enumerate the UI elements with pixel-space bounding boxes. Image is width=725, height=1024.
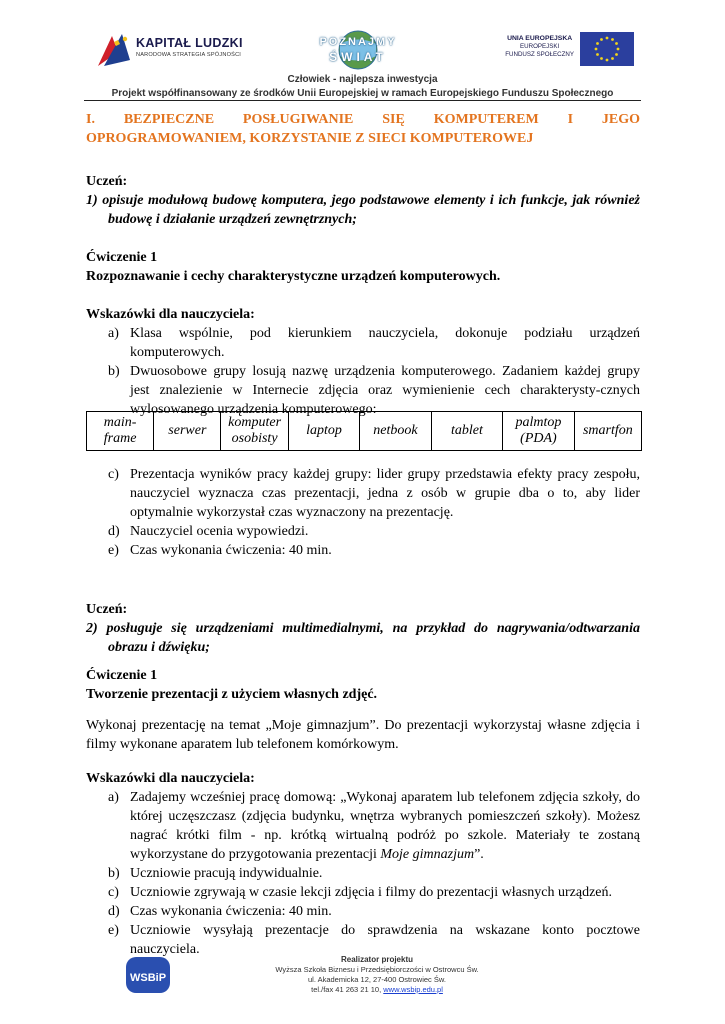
uczen-label-2: Uczeń: [86,602,128,617]
list-letter: c) [108,885,119,900]
list-letter: d) [108,904,120,919]
table-row [87,412,642,451]
list-item [86,324,640,362]
footer-contact [232,985,522,995]
eu-stars-icon [580,32,634,66]
hints-label-1: Wskazówki dla nauczyciela: [86,307,255,322]
kapital-ludzki-emblem-icon [96,30,134,70]
eu-flag [580,32,634,66]
table-cell: komputer osobisty [221,412,288,451]
kapital-ludzki-logo [96,30,256,70]
table-cell: serwer [154,412,221,451]
list-text: Nauczyciel ocenia wypowiedzi. [130,524,309,539]
list-text: Czas wykonania ćwiczenia: 40 min. [130,904,332,919]
poznajmy-swiat-logo [310,28,406,72]
section-heading-line1: I. BEZPIECZNE POSŁUGIWANIE SIĘ KOMPUTEREM I JEGO [86,112,640,127]
footer-phone: tel./fax 41 263 21 10, [311,985,382,994]
eu-logo [474,32,634,66]
eu-fund-line2: FUNDUSZ SPOŁECZNY [505,51,574,58]
list-item [86,921,640,959]
list-text: Czas wykonania ćwiczenia: 40 min. [130,543,332,558]
list-item [86,864,640,883]
page-header [0,28,725,72]
swiat-text: ŚWIAT [329,50,387,64]
exercise-task-2: Wykonaj prezentację na temat „Moje gimnazjum”. Do prezentacji wykorzystaj własne zdjęcia i filmy wykonane aparatem lub telefonem komórkowym. [86,718,640,752]
table-cell: palmtop (PDA) [503,412,575,451]
exercise-title-2: Tworzenie prezentacji z użyciem własnych zdjęć. [86,687,378,702]
wsbip-logo [126,955,170,995]
wsbip-emblem-icon [126,955,170,995]
list-text: Klasa wspólnie, pod kierunkiem nauczyciela, dokonuje podziału urządzeń komputerowych. [130,326,640,360]
project-note: Projekt współfinansowany ze środków Unii Europejskiej w ramach Europejskiego Funduszu Społecznego [111,88,614,99]
list-item [86,883,640,902]
list-text: Dwuosobowe grupy losują nazwę urządzenia komputerowego. Zadaniem każdej grupy jest znalezienie w Internecie zdjęcia oraz wymienienie cech charakterysty-cznych wylosowanego urządzenia komputerowego: [130,364,640,417]
list-letter: e) [108,543,119,558]
list-letter: e) [108,923,119,938]
list-text: Zadajemy wcześniej pracę domową: „Wykonaj aparatem lub telefonem zdjęcia szkoły, do której uczęszczasz (zdjęcia budynku, wnętrza wybranych pomieszczeń szkoły). Możesz nagrać krótki film - np. krótką wirtualną podróż po szkole. Materiały te zostaną wykorzystane do przygotowania prezentacji [130,790,640,862]
list-letter: a) [108,326,119,341]
motto: Człowiek - najlepsza inwestycja [287,74,438,85]
exercise-label-2: Ćwiczenie 1 [86,668,158,683]
list-letter: c) [108,467,119,482]
learning-goal-2-text: 2) posługuje się urządzeniami multimedialnymi, na przykład do nagrywania/odtwarzania obrazu i dźwięku; [86,621,640,655]
table-cell: laptop [288,412,360,451]
learning-goal-2 [86,619,640,657]
list-text: Uczniowie zgrywają w czasie lekcji zdjęcia i filmy do prezentacji własnych urządzeń. [130,885,612,900]
exercise-title-1: Rozpoznawanie i cechy charakterystyczne urządzeń komputerowych. [86,269,501,284]
footer-line2: ul. Akademicka 12, 27-400 Ostrowiec Św. [308,975,446,984]
list-letter: b) [108,866,120,881]
kapital-ludzki-subtitle: NARODOWA STRATEGIA SPÓJNOŚCI [136,52,242,58]
eu-text [505,35,574,59]
list-text: Uczniowie wysyłają prezentacje do sprawdzenia na wskazane konto pocztowe nauczyciela. [130,923,640,957]
exercise-label-1: Ćwiczenie 1 [86,250,158,265]
section-heading-line2: OPROGRAMOWANIEM, KORZYSTANIE Z SIECI KOMPUTEROWEJ [86,131,534,146]
header-divider [84,100,641,101]
list-text-italic: Moje gimnazjum [380,847,475,862]
wsbip-logo-text: WSBiP [129,972,167,984]
section-heading [86,110,640,148]
list-text: Prezentacja wyników pracy każdej grupy: lider grupy przedstawia efekty pracy zespołu, nauczyciel wyznacza czas prezentacji, jedna z osób w grupie dba o to, aby lider optymalnie wykorzystał czas wyznaczony na prezentację. [130,467,640,520]
list-letter: a) [108,790,119,805]
uczen-label-1: Uczeń: [86,174,128,189]
footer-title: Realizator projektu [340,955,413,964]
list-letter: b) [108,364,120,379]
list-text: Uczniowie pracują indywidualnie. [130,866,323,881]
table-cell: main-frame [87,412,154,451]
list-item [86,902,640,921]
hints-list-1 [86,324,640,419]
devices-table [86,411,642,451]
table-cell: tablet [431,412,503,451]
list-item [86,465,640,522]
list-item [86,788,640,864]
list-text-end: ”. [474,847,484,862]
hints-list-2 [86,788,640,959]
eu-title: UNIA EUROPEJSKA [507,35,573,42]
list-letter: d) [108,524,120,539]
learning-goal-1-text: 1) opisuje modułową budowę komputera, jego podstawowe elementy i ich funkcje, jak również budowę i działanie urządzeń zewnętrznych; [86,193,640,227]
poznajmy-text: POZNAJMY [319,36,397,48]
learning-goal-1 [86,191,640,229]
hints-label-2: Wskazówki dla nauczyciela: [86,771,255,786]
list-item [86,522,640,541]
footer [232,955,522,995]
kapital-ludzki-title: KAPITAŁ LUDZKI [136,36,243,50]
list-item [86,541,640,560]
eu-fund-line1: EUROPEJSKI [520,43,560,50]
footer-line1: Wyższa Szkoła Biznesu i Przedsiębiorczości w Ostrowcu Św. [275,965,479,974]
hints-list-1-continued [86,465,640,560]
table-cell: smartfon [574,412,641,451]
table-cell: netbook [360,412,432,451]
footer-website-link[interactable]: www.wsbip.edu.pl [383,985,443,994]
